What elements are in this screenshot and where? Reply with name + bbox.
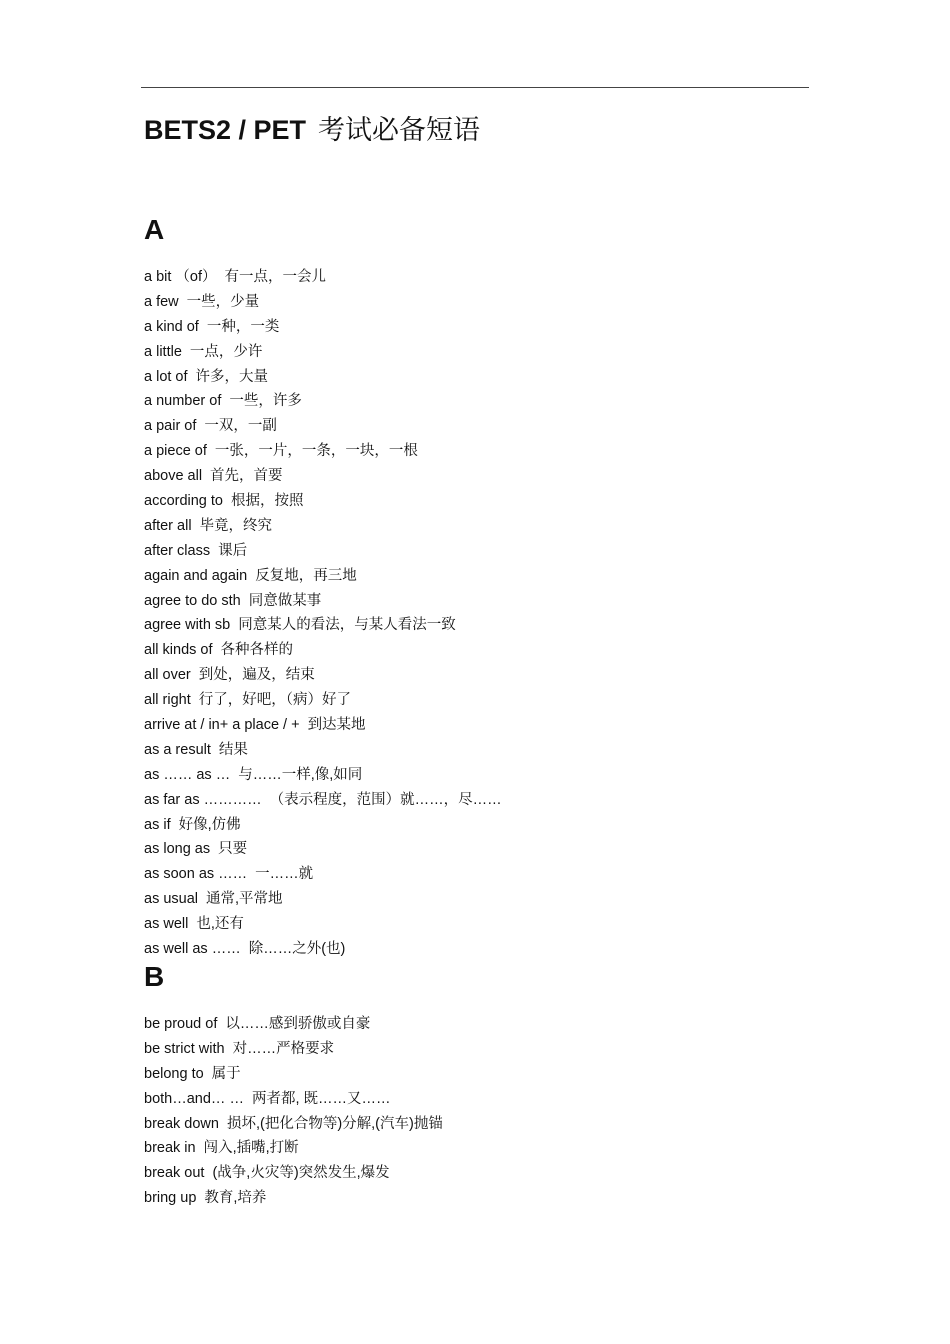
phrase-meaning: 损坏,(把化合物等)分解,(汽车)抛锚 [226, 1115, 443, 1132]
phrase-entry [144, 290, 502, 315]
phrase-term: as …… as … [144, 766, 231, 783]
phrase-term: both…and… … [144, 1090, 244, 1107]
phrase-term: be strict with [144, 1040, 225, 1057]
phrase-term: after class [144, 542, 211, 559]
phrase-entry [144, 414, 502, 439]
phrase-term: break out [144, 1165, 205, 1182]
phrase-entry [144, 638, 502, 663]
phrase-term: above all [144, 468, 203, 485]
phrase-term: as long as [144, 841, 211, 858]
section-a-phrase-list [144, 265, 502, 962]
phrase-meaning: 一些，少量 [186, 293, 260, 310]
phrase-term: a kind of [144, 318, 199, 335]
section-letter-b: B [144, 961, 165, 992]
phrase-entry [144, 837, 502, 862]
phrase-meaning: 对……严格要求 [232, 1040, 335, 1057]
phrase-entry [144, 1012, 443, 1037]
phrase-entry [144, 1161, 443, 1186]
phrase-entry [144, 663, 502, 688]
phrase-entry [144, 1062, 443, 1087]
phrase-term: a few [144, 293, 179, 310]
phrase-meaning: 以……感到骄傲或自豪 [225, 1016, 371, 1032]
phrase-meaning: 属于 [211, 1065, 241, 1082]
phrase-term: as if [144, 816, 171, 833]
phrase-meaning: 教育,培养 [204, 1190, 267, 1207]
phrase-meaning: 行了，好吧，（病）好了 [198, 692, 351, 709]
phrase-term: a lot of [144, 368, 188, 385]
phrase-term: belong to [144, 1065, 204, 1082]
phrase-term: break in [144, 1140, 196, 1157]
phrase-entry [144, 539, 502, 564]
phrase-term: a piece of [144, 443, 207, 460]
phrase-term: agree with sb [144, 617, 231, 634]
phrase-meaning: 一张，一片，一条，一块，一根 [214, 443, 418, 460]
phrase-meaning: 一双，一副 [204, 418, 277, 435]
phrase-meaning: 与……一样,像,如同 [238, 766, 363, 783]
phrase-entry [144, 365, 502, 390]
phrase-entry [144, 589, 502, 614]
phrase-entry [144, 613, 502, 638]
phrase-meaning: 好像,仿佛 [178, 816, 241, 833]
phrase-term: break down [144, 1115, 219, 1132]
phrase-meaning: 也,还有 [196, 916, 244, 933]
phrase-term: after all [144, 517, 192, 534]
phrase-term: all kinds of [144, 642, 213, 659]
phrase-term: arrive at / in+ a place / + [144, 717, 300, 734]
phrase-entry [144, 713, 502, 738]
phrase-meaning: 有一点，一会儿 [224, 269, 327, 285]
phrase-meaning: 首先，首要 [210, 468, 283, 485]
phrase-entry [144, 688, 502, 713]
phrase-entry [144, 265, 502, 290]
phrase-entry [144, 763, 502, 788]
phrase-meaning: 到处，遍及，结束 [198, 667, 315, 684]
phrase-term: agree to do sth [144, 592, 241, 609]
phrase-meaning: 一点，少许 [189, 343, 263, 360]
phrase-entry [144, 788, 502, 813]
phrase-meaning: 根据，按照 [231, 493, 304, 510]
phrase-entry [144, 564, 502, 589]
phrase-entry [144, 464, 502, 489]
phrase-meaning: （表示程度，范围）就……，尽…… [269, 791, 502, 808]
phrase-meaning: 同意做某事 [248, 592, 322, 609]
phrase-meaning: 闯入,插嘴,打断 [203, 1140, 299, 1157]
section-b-phrase-list [144, 1012, 443, 1211]
phrase-entry [144, 1087, 443, 1112]
phrase-meaning: 结果 [218, 741, 248, 758]
phrase-meaning: 到达某地 [307, 717, 366, 734]
phrase-term: as far as ………… [144, 791, 262, 808]
phrase-term: as soon as …… [144, 866, 248, 883]
phrase-entry [144, 738, 502, 763]
phrase-entry [144, 813, 502, 838]
phrase-term: all right [144, 692, 191, 709]
phrase-entry [144, 912, 502, 937]
phrase-term: a little [144, 343, 182, 360]
phrase-meaning: 通常,平常地 [206, 891, 283, 908]
phrase-term: as usual [144, 891, 199, 908]
phrase-meaning: 毕竟，终究 [199, 517, 273, 534]
phrase-meaning: 课后 [218, 542, 248, 559]
section-letter-a: A [144, 214, 165, 245]
phrase-term: a pair of [144, 418, 197, 435]
title-chinese: 考试必备短语 [318, 115, 481, 145]
phrase-entry [144, 439, 502, 464]
document-title [144, 112, 480, 148]
phrase-term: as a result [144, 741, 211, 758]
phrase-meaning: 反复地，再三地 [255, 567, 357, 584]
phrase-meaning: 一种，一类 [206, 318, 280, 335]
phrase-term: be proud of [144, 1016, 218, 1032]
phrase-entry [144, 389, 502, 414]
phrase-entry [144, 340, 502, 365]
phrase-term: as well as …… [144, 941, 241, 958]
phrase-entry [144, 862, 502, 887]
phrase-entry [144, 1186, 443, 1211]
phrase-meaning: 只要 [218, 841, 248, 858]
phrase-term: bring up [144, 1190, 197, 1207]
phrase-meaning: 各种各样的 [220, 642, 294, 659]
phrase-meaning: 两者都, 既……又…… [251, 1090, 391, 1107]
phrase-term: according to [144, 493, 223, 510]
title-english: BETS2 / PET [144, 115, 307, 145]
phrase-meaning: 许多，大量 [195, 368, 269, 385]
phrase-entry [144, 887, 502, 912]
phrase-entry [144, 1037, 443, 1062]
phrase-term: again and again [144, 567, 248, 584]
phrase-meaning: 一些，许多 [229, 393, 302, 410]
phrase-term: a bit （of） [144, 269, 217, 285]
phrase-entry [144, 1136, 443, 1161]
phrase-entry [144, 1112, 443, 1137]
phrase-entry [144, 489, 502, 514]
phrase-term: all over [144, 667, 191, 684]
phrase-meaning: 除……之外(也) [248, 941, 346, 958]
phrase-entry [144, 514, 502, 539]
phrase-meaning: 一……就 [255, 866, 314, 883]
phrase-meaning: (战争,火灾等)突然发生,爆发 [212, 1165, 390, 1182]
phrase-term: as well [144, 916, 189, 933]
phrase-term: a number of [144, 393, 222, 410]
header-rule [141, 87, 809, 88]
phrase-meaning: 同意某人的看法，与某人看法一致 [238, 617, 456, 634]
phrase-entry [144, 937, 502, 962]
phrase-entry [144, 315, 502, 340]
